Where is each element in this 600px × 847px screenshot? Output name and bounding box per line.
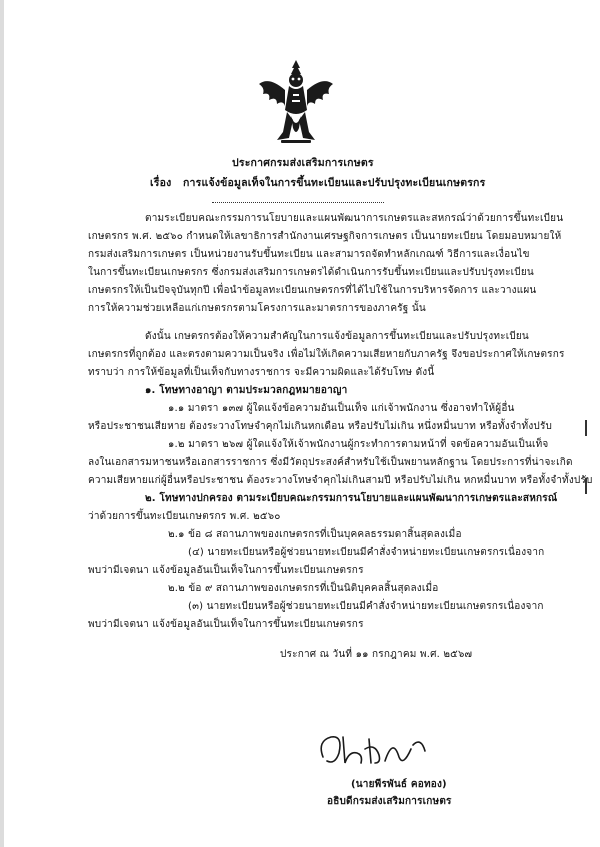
subject-label: เรื่อง (150, 177, 172, 189)
s1-1-line-2: หรือประชาชนเสียหาย ต้องระวางโทษจำคุกไม่เกินหกเดือน หรือปรับไม่เกิน หนึ่งหมื่นบาท หรือทั้งจำทั้งปรับ (88, 421, 553, 432)
title-separator (212, 202, 384, 203)
section-1-heading: ๑. โทษทางอาญา ตามประมวลกฎหมายอาญา (145, 385, 348, 396)
margin-mark (585, 420, 597, 436)
signatory-position: อธิบดีกรมส่งเสริมการเกษตร (327, 796, 452, 807)
garuda-emblem-icon (255, 58, 337, 146)
section-2-heading-cont: ว่าด้วยการขึ้นทะเบียนเกษตรกร พ.ศ. ๒๕๖๐ (88, 511, 281, 522)
s1-2-line-1: ๑.๒ มาตรา ๒๖๗ ผู้ใดแจ้งให้เจ้าพนักงานผู้กระทำการตามหน้าที่ จดข้อความอันเป็นเท็จ (168, 439, 549, 450)
section-2-heading: ๒. โทษทางปกครอง ตามระเบียบคณะกรรมการนโยบายและแผนพัฒนาการเกษตรและสหกรณ์ (145, 493, 558, 504)
margin-mark (585, 478, 597, 494)
s2-1-item-line-1: (๔) นายทะเบียนหรือผู้ช่วยนายทะเบียนมีคำสั่งจำหน่ายทะเบียนเกษตรกรเนื่องจาก (188, 547, 545, 558)
p1-line-2: เกษตรกร พ.ศ. ๒๕๖๐ กำหนดให้เลขาธิการสำนักงานเศรษฐกิจการเกษตร เป็นนายทะเบียน โดยมอบหมายให้ (88, 231, 562, 242)
s2-2-heading: ๒.๒ ข้อ ๙ สถานภาพของเกษตรกรที่เป็นนิติบุคคลสิ้นสุดลงเมื่อ (168, 583, 439, 594)
signatory-name: (นายพีรพันธ์ คอทอง) (351, 779, 447, 790)
p2-line-2: เกษตรกรที่ถูกต้อง และตรงตามความเป็นจริง เพื่อไม่ให้เกิดความเสียหายกับภาครัฐ จึงขอประกาศให้เกษตรกร (88, 349, 565, 360)
announcement-date: ประกาศ ณ วันที่ ๑๑ กรกฎาคม พ.ศ. ๒๕๖๗ (280, 649, 473, 660)
s1-2-line-2: ลงในเอกสารมหาชนหรือเอกสารราชการ ซึ่งมีวัตถุประสงค์สำหรับใช้เป็นพยานหลักฐาน โดยประการที่น่าจะเกิด (88, 457, 573, 468)
scan-edge (0, 0, 4, 847)
p1-line-1: ตามระเบียบคณะกรรมการนโยบายและแผนพัฒนาการเกษตรและสหกรณ์ว่าด้วยการขึ้นทะเบียน (145, 213, 564, 224)
p1-line-6: การให้ความช่วยเหลือแก่เกษตรกรตามโครงการและมาตรการของภาครัฐ นั้น (88, 303, 426, 314)
s2-2-item-line-2: พบว่ามีเจตนา แจ้งข้อมูลอันเป็นเท็จในการขึ้นทะเบียนเกษตรกร (88, 619, 364, 630)
s1-1-line-1: ๑.๑ มาตรา ๑๓๗ ผู้ใดแจ้งข้อความอันเป็นเท็จ แก่เจ้าพนักงาน ซึ่งอาจทำให้ผู้อื่น (168, 403, 515, 414)
s1-2-line-3: ความเสียหายแก่ผู้อื่นหรือประชาชน ต้องระวางโทษจำคุกไม่เกินสามปี หรือปรับไม่เกิน หกหมื่นบาท หรือทั้งจำทั้งปรับ (88, 475, 593, 486)
subject-text: การแจ้งข้อมูลเท็จในการขึ้นทะเบียนและปรับปรุงทะเบียนเกษตรกร (183, 177, 486, 189)
s2-1-item-line-2: พบว่ามีเจตนา แจ้งข้อมูลอันเป็นเท็จในการขึ้นทะเบียนเกษตรกร (88, 565, 364, 576)
s2-2-item-line-1: (๓) นายทะเบียนหรือผู้ช่วยนายทะเบียนมีคำสั่งจำหน่ายทะเบียนเกษตรกรเนื่องจาก (188, 601, 544, 612)
s2-1-heading: ๒.๑ ข้อ ๘ สถานภาพของเกษตรกรที่เป็นบุคคลธรรมดาสิ้นสุดลงเมื่อ (168, 529, 462, 540)
signature (313, 727, 433, 775)
p2-line-1: ดังนั้น เกษตรกรต้องให้ความสำคัญในการแจ้งข้อมูลการขึ้นทะเบียนและปรับปรุงทะเบียน (145, 331, 529, 342)
p1-line-4: ในการขึ้นทะเบียนเกษตรกร ซึ่งกรมส่งเสริมการเกษตรได้ดำเนินการรับขึ้นทะเบียนและปรับปรุงทะเบียน (88, 267, 534, 278)
p2-line-3: ทราบว่า การให้ข้อมูลที่เป็นเท็จกับทางราชการ จะมีความผิดและได้รับโทษ ดังนี้ (88, 367, 435, 378)
p1-line-3: กรมส่งเสริมการเกษตร เป็นหน่วยงานรับขึ้นทะเบียน และสามารถจัดทำหลักเกณฑ์ วิธีการและเงื่อนไข (88, 249, 530, 260)
p1-line-5: เกษตรกรให้เป็นปัจจุบันทุกปี เพื่อนำข้อมูลทะเบียนเกษตรกรที่ได้ไปใช้ในการบริหารจัดการ และวางแผน (88, 285, 537, 296)
announcement-title: ประกาศกรมส่งเสริมการเกษตร (232, 157, 374, 169)
